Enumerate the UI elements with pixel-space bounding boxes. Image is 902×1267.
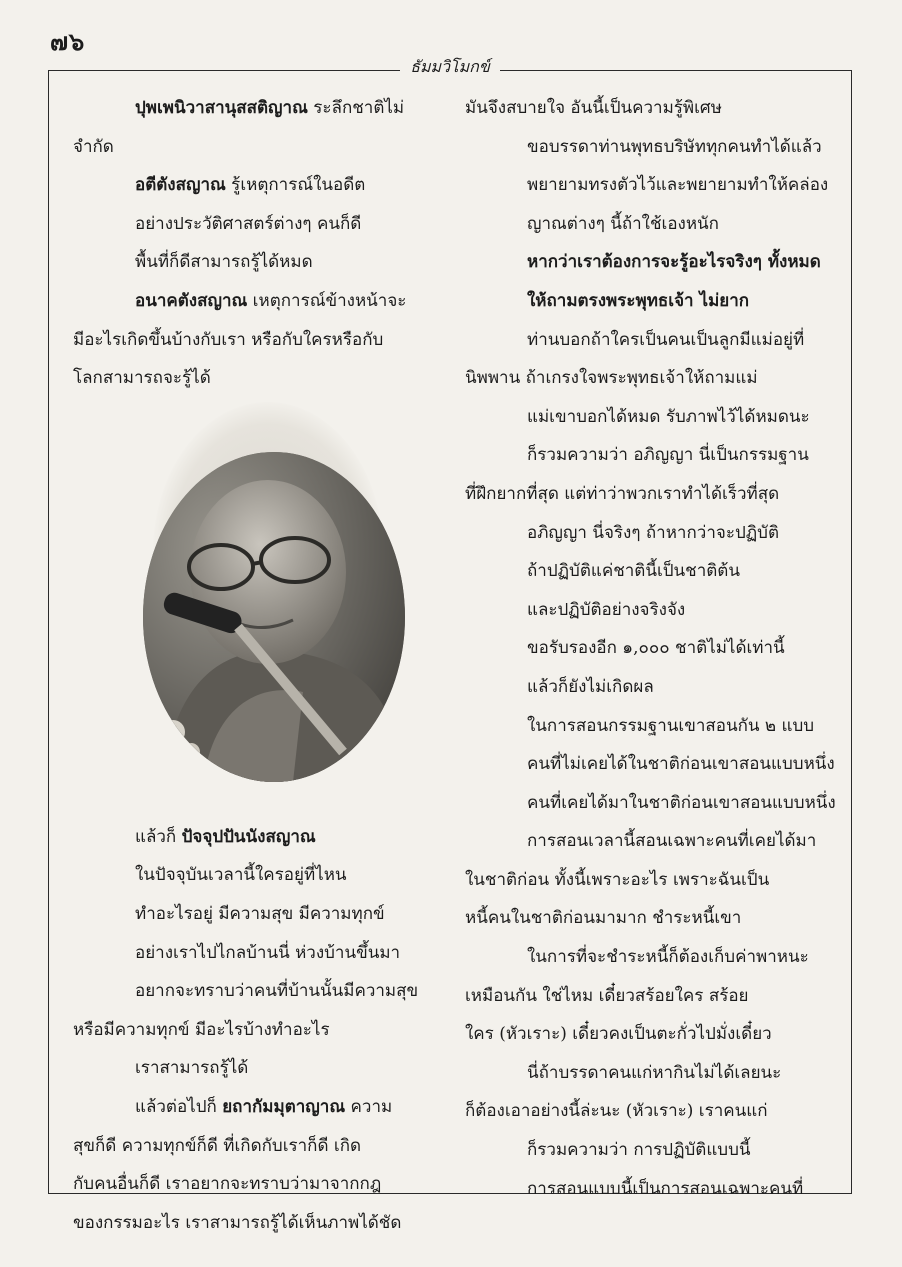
text-line — [73, 856, 439, 895]
line-text: หรือมีความทุกข์ มีอะไรบ้างทำอะไร — [73, 1019, 330, 1040]
line-text: โลกสามารถจะรู้ได้ — [73, 368, 211, 389]
text-line — [73, 1127, 439, 1166]
text-line — [73, 166, 439, 205]
text-line: นิพพาน ถ้าเกรงใจพระพุทธเจ้าให้ถามแม่ — [465, 368, 758, 389]
text-line: แล้วก็ยังไม่เกิดผล — [527, 676, 654, 697]
line-text: อย่างเราไปไกลบ้านนี่ ห่วงบ้านขึ้นมา — [135, 942, 401, 963]
term-pubbenivasa: ปุพเพนิวาสานุสสติญาณ — [135, 98, 308, 118]
line-text: ในปัจจุบันเวลานี้ใครอยู่ที่ไหน — [135, 865, 347, 886]
line-text: พื้นที่ก็ดีสามารถรู้ได้หมด — [135, 252, 313, 273]
running-head — [49, 55, 851, 80]
text-line: และปฏิบัติอย่างจริงจัง — [527, 599, 686, 620]
text-line: เหมือนกัน ใช่ไหม เดี๋ยวสร้อยใคร สร้อย — [465, 985, 749, 1006]
line-text: ทำอะไรอยู่ มีความสุข มีความทุกข์ — [135, 903, 385, 924]
text-line: คนที่ไม่เคยได้ในชาติก่อนเขาสอนแบบหนึ่ง — [527, 754, 835, 775]
text-line — [73, 128, 439, 167]
line-text: สุขก็ดี ความทุกข์ก็ดี ที่เกิดกับเราก็ดี เกิด — [73, 1135, 362, 1156]
text-line — [73, 1011, 439, 1050]
text-line — [73, 1204, 439, 1243]
line-text: มีอะไรเกิดขึ้นบ้างกับเรา หรือกับใครหรือกับ — [73, 329, 384, 350]
term-paccuppanna: ปัจจุปปันนังสญาณ — [181, 826, 316, 847]
monk-portrait-image — [143, 452, 405, 782]
line-text: เหตุการณ์ข้างหน้าจะ — [247, 290, 407, 311]
text-line-bold: หากว่าเราต้องการจะรู้อะไรจริงๆ ทั้งหมด — [527, 252, 821, 273]
text-line — [73, 972, 439, 1011]
text-line: นี่ถ้าบรรดาคนแก่หากินไม่ได้เลยนะ — [527, 1062, 782, 1083]
text-line: ในชาติก่อน ทั้งนี้เพราะอะไร เพราะฉันเป็น — [465, 869, 770, 890]
text-line — [73, 1088, 439, 1127]
page-frame — [48, 57, 852, 1233]
text-line: ใคร (หัวเราะ) เดี๋ยวคงเป็นตะกั่วไปมั่งเดี๋ยว — [465, 1024, 772, 1045]
text-line — [73, 205, 439, 244]
text-line-bold: ให้ถามตรงพระพุทธเจ้า ไม่ยาก — [527, 290, 750, 311]
text-line: การสอนเวลานี้สอนเฉพาะคนที่เคยได้มา — [527, 831, 817, 852]
text-line — [73, 1049, 439, 1088]
photo-area — [73, 402, 439, 812]
line-text: กับคนอื่นก็ดี เราอยากจะทราบว่ามาจากกฎ — [73, 1174, 382, 1195]
left-column — [73, 89, 439, 1242]
right-column — [465, 89, 837, 1208]
term-anagatangsa: อนาคตังสญาณ — [135, 290, 248, 311]
text-line — [73, 89, 439, 128]
text-line — [73, 359, 439, 398]
text-line: คนที่เคยได้มาในชาติก่อนเขาสอนแบบหนึ่ง — [527, 792, 836, 813]
text-line: การสอนแบบนี้เป็นการสอนเฉพาะคนที่ — [527, 1178, 804, 1199]
term-atitangsa: อตีตังสญาณ — [135, 175, 226, 196]
text-line — [73, 321, 439, 360]
line-text: ความ — [345, 1096, 393, 1117]
line-text: ระลึกชาติไม่ — [307, 98, 405, 118]
text-line — [73, 1165, 439, 1204]
text-line: ขอบรรดาท่านพุทธบริษัททุกคนทำได้แล้ว — [527, 136, 822, 157]
text-line — [73, 243, 439, 282]
text-line: ในการที่จะชำระหนี้ก็ต้องเก็บค่าพาหนะ — [527, 947, 809, 968]
line-text: แล้วต่อไปก็ — [135, 1096, 223, 1117]
line-text: เราสามารถรู้ได้ — [135, 1058, 249, 1079]
line-text: ของกรรมอะไร เราสามารถรู้ได้เห็นภาพได้ชัด — [73, 1212, 402, 1233]
text-line: ที่ฝึกยากที่สุด แต่ท่าว่าพวกเราทำได้เร็วที่สุด — [465, 483, 780, 504]
text-line: ขอรับรองอีก ๑,๐๐๐ ชาติไม่ได้เท่านี้ — [527, 638, 785, 659]
term-yathakammuta: ยถากัมมุตาญาณ — [222, 1096, 346, 1117]
text-line — [73, 934, 439, 973]
line-text: รู้เหตุการณ์ในอดีต — [225, 175, 366, 196]
text-line: ก็ต้องเอาอย่างนี้ล่ะนะ (หัวเราะ) เราคนแก่ — [465, 1101, 768, 1122]
text-line: หนี้คนในชาติก่อนมามาก ชำระหนี้เขา — [465, 908, 742, 929]
text-line: ญาณต่างๆ นี้ถ้าใช้เองหนัก — [527, 213, 719, 234]
text-line: อภิญญา นี่จริงๆ ถ้าหากว่าจะปฏิบัติ — [527, 522, 779, 543]
text-line: มันจึงสบายใจ อันนี้เป็นความรู้พิเศษ — [465, 98, 722, 118]
text-line: ก็รวมความว่า อภิญญา นี่เป็นกรรมฐาน — [527, 445, 809, 466]
line-text: อยากจะทราบว่าคนที่บ้านนั้นมีความสุข — [135, 981, 419, 1002]
text-line: พยายามทรงตัวไว้และพยายามทำให้คล่อง — [527, 175, 829, 196]
text-line: ถ้าปฏิบัติแค่ชาตินี้เป็นชาติต้น — [527, 561, 740, 582]
text-line: ในการสอนกรรมฐานเขาสอนกัน ๒ แบบ — [527, 715, 815, 736]
text-line — [73, 818, 439, 857]
line-text: จำกัด — [73, 136, 114, 157]
line-text: แล้วก็ — [135, 826, 182, 847]
page-number: ๗๖ — [50, 27, 86, 56]
text-line — [73, 895, 439, 934]
running-head-title: ธัมมวิโมกข์ — [400, 55, 500, 80]
line-text: อย่างประวัติศาสตร์ต่างๆ คนก็ดี — [135, 213, 362, 234]
text-line: ก็รวมความว่า การปฏิบัติแบบนี้ — [527, 1140, 751, 1161]
text-line: แม่เขาบอกได้หมด รับภาพไว้ได้หมดนะ — [527, 406, 810, 427]
monk-portrait-photo — [143, 452, 405, 782]
text-line — [73, 282, 439, 321]
text-line: ท่านบอกถ้าใครเป็นคนเป็นลูกมีแม่อยู่ที่ — [527, 329, 805, 350]
